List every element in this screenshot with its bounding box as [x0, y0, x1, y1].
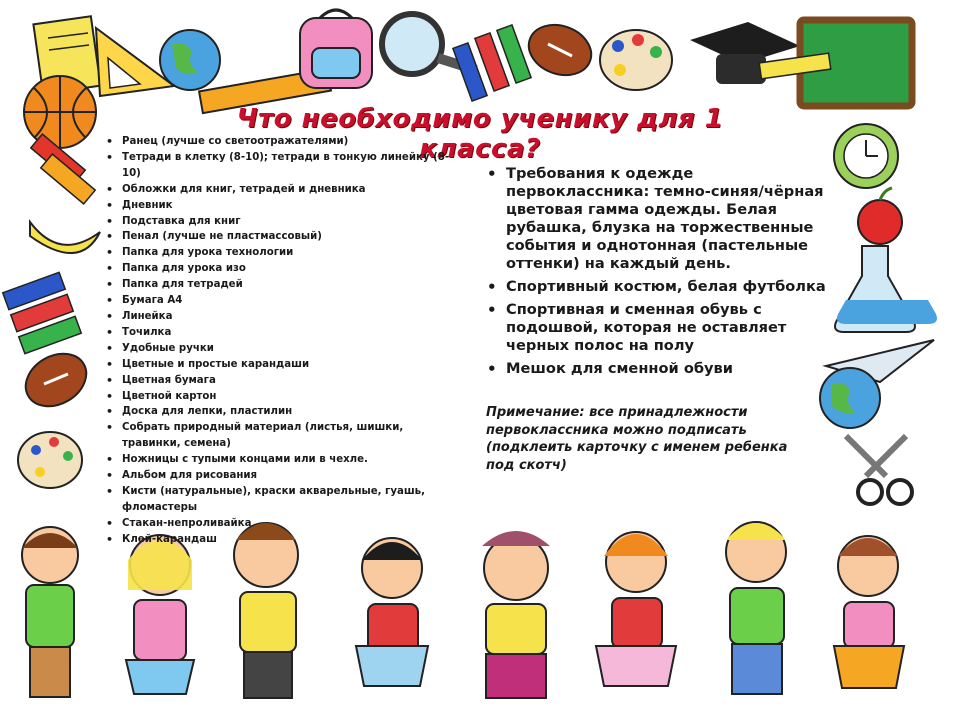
note-text: Примечание: все принадлежности первоклассника можно подписать (подклеить карточку с именем ребенка под скотч) [486, 405, 788, 473]
child-4 [356, 538, 428, 686]
football-left-icon [16, 343, 95, 417]
page-title: Что необходимо ученику для 1 класса? [236, 104, 724, 164]
palette-icon [600, 30, 672, 90]
list-item: • Подставка для книг [104, 214, 464, 230]
list-item: • Клей-карандаш [104, 532, 464, 548]
banana-icon [30, 222, 100, 253]
children-illustration [22, 522, 904, 698]
apple-icon [858, 188, 902, 244]
list-item: • Альбом для рисования [104, 468, 464, 484]
list-item: • Кисти (натуральные), краски акварельные, гуашь, фломастеры [104, 484, 464, 516]
list-item: • Ножницы с тупыми концами или в чехле. [104, 452, 464, 468]
list-item: • Стакан-непроливайка [104, 516, 464, 532]
list-item: • Линейка [104, 309, 464, 325]
crayons-icon [453, 25, 531, 101]
child-8 [834, 536, 904, 688]
list-item: • Цветной картон [104, 389, 464, 405]
child-5 [482, 531, 550, 698]
list-item: • Папка для урока изо [104, 261, 464, 277]
basketball-icon [24, 76, 96, 148]
child-7 [726, 522, 786, 694]
crayons-left-icon [3, 272, 82, 353]
football-icon [522, 17, 599, 84]
list-item: • Точилка [104, 325, 464, 341]
alarm-clock-icon [834, 124, 898, 188]
list-item: • Цветные и простые карандаши [104, 357, 464, 373]
list-item: • Папка для тетрадей [104, 277, 464, 293]
globe-icon [160, 30, 220, 90]
flask-icon [835, 246, 937, 332]
list-item: • Пенал (лучше не пластмассовый) [104, 229, 464, 245]
list-item: • Обложки для книг, тетрадей и дневника [104, 182, 464, 198]
child-1 [22, 527, 78, 697]
list-item: • Собрать природный материал (листья, шишки, травинки, семена) [104, 420, 464, 452]
palette-left-icon [18, 432, 82, 488]
requirement-item: • Спортивная и сменная обувь с подошвой, которая не оставляет черных полос на полу [484, 301, 830, 355]
child-2 [126, 535, 194, 694]
list-item: • Доска для лепки, пластилин [104, 404, 464, 420]
list-item: • Удобные ручки [104, 341, 464, 357]
requirement-item: • Требования к одежде первоклассника: темно-синяя/чёрная цветовая гамма одежды. Белая рубашка, блузка на торжественные события и однотонная (пастельные оттенки) на каждый день. [484, 165, 830, 273]
child-6 [596, 532, 676, 686]
list-item: • Цветная бумага [104, 373, 464, 389]
requirement-item: • Мешок для сменной обуви [484, 360, 830, 378]
list-item: • Дневник [104, 198, 464, 214]
child-3 [234, 523, 298, 698]
list-item: • Папка для урока технологии [104, 245, 464, 261]
chalkboard-icon [759, 20, 912, 106]
backpack-icon [300, 10, 372, 88]
list-item: • Ранец (лучше со светоотражателями) [104, 134, 464, 150]
list-item: • Тетради в клетку (8-10); тетради в тонкую линейку (8-10) [104, 150, 464, 182]
scissors-icon [846, 436, 912, 504]
supplies-list [104, 134, 464, 548]
requirement-item: • Спортивный костюм, белая футболка [484, 278, 830, 296]
clothing-requirements-list [484, 165, 830, 383]
list-item: • Бумага А4 [104, 293, 464, 309]
